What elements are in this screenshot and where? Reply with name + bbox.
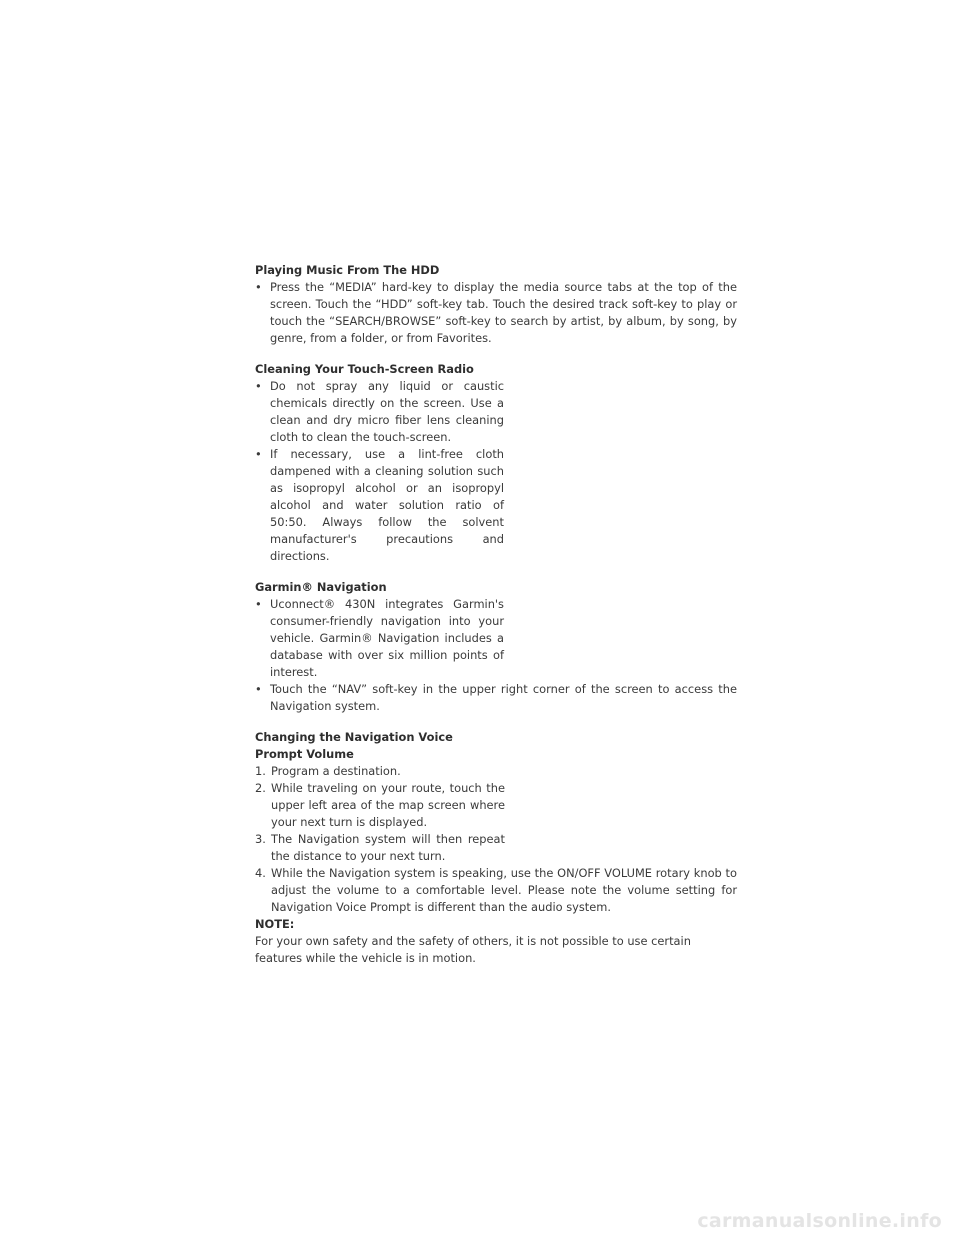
- step-number: 4.: [255, 866, 266, 880]
- garmin-item-2: • Touch the “NAV” soft-key in the upper right corner of the screen to access the Navigation system.: [255, 682, 737, 713]
- voice-step-1: 1. Program a destination.: [255, 764, 401, 778]
- cleaning-item-1: • Do not spray any liquid or caustic chemicals directly on the screen. Use a clean and dry micro fiber lens cleaning cloth to clean the touch-screen.: [255, 379, 504, 444]
- step-number: 1.: [255, 764, 266, 778]
- bullet-marker: •: [255, 447, 262, 461]
- voice-step-3: 3. The Navigation system will then repeat the distance to your next turn.: [255, 832, 505, 863]
- heading-garmin: Garmin® Navigation: [255, 580, 387, 594]
- bullet-marker: •: [255, 597, 262, 611]
- bullet-marker: •: [255, 280, 262, 294]
- step-number: 2.: [255, 781, 266, 795]
- heading-cleaning: Cleaning Your Touch-Screen Radio: [255, 362, 474, 376]
- page-content: [255, 262, 737, 967]
- watermark-logo: carmanualsonline.info: [697, 1210, 942, 1232]
- step-number: 3.: [255, 832, 266, 846]
- garmin-item-1: • Uconnect® 430N integrates Garmin's consumer-friendly navigation into your vehicle. Garmin® Navigation includes a database with over six million points of interest.: [255, 597, 504, 679]
- bullet-marker: •: [255, 379, 262, 393]
- heading-voice-prompt: Changing the Navigation Voice Prompt Volume: [255, 730, 453, 761]
- hdd-item-1: • Press the “MEDIA” hard-key to display the media source tabs at the top of the screen. Touch the “HDD” soft-key tab. Touch the desired track soft-key to play or touch the “SEARCH/BROWSE” soft-key to search by artist, by album, by song, by genre, from a folder, or from Favorites.: [255, 280, 737, 345]
- note-label: NOTE:: [255, 917, 295, 931]
- voice-step-2: 2. While traveling on your route, touch the upper left area of the map screen where your next turn is displayed.: [255, 781, 505, 829]
- bullet-marker: •: [255, 682, 262, 696]
- cleaning-item-2: • If necessary, use a lint-free cloth dampened with a cleaning solution such as isopropyl alcohol or an isopropyl alcohol and water solution ratio of 50:50. Always follow the solvent manufacturer's precautions and directions.: [255, 447, 504, 563]
- voice-step-4: 4. While the Navigation system is speaking, use the ON/OFF VOLUME rotary knob to adjust the volume to a comfortable level. Please note the volume setting for Navigation Voice Prompt is different than the audio system.: [255, 866, 737, 914]
- note-text: For your own safety and the safety of others, it is not possible to use certain features while the vehicle is in motion.: [255, 934, 691, 965]
- heading-hdd: Playing Music From The HDD: [255, 263, 440, 277]
